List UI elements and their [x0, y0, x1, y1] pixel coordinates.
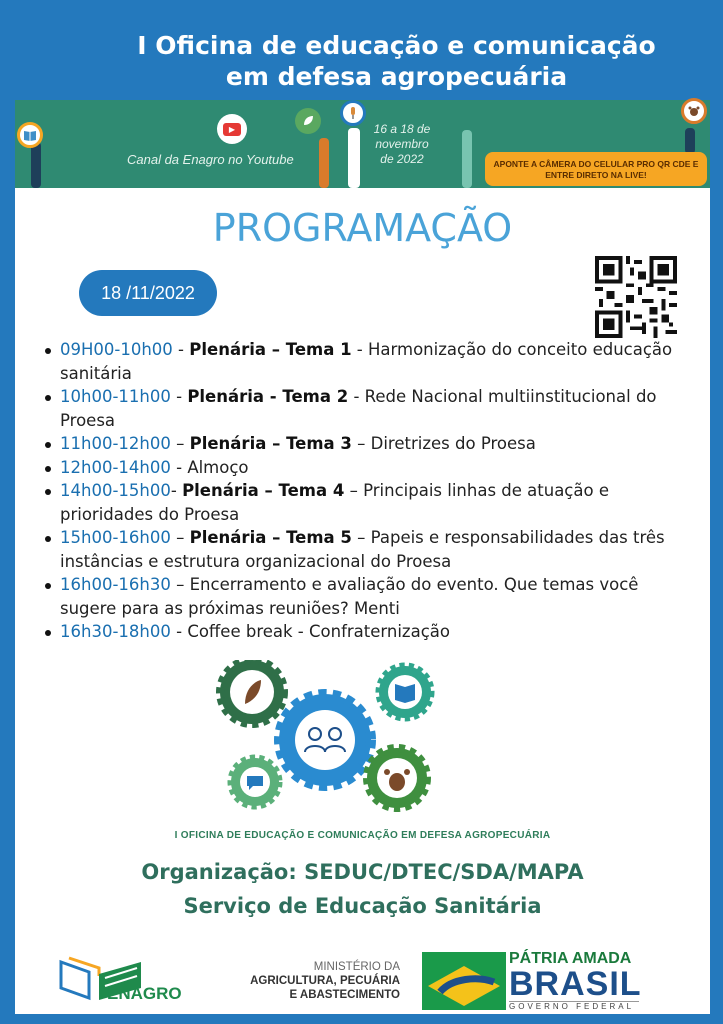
cow-icon	[681, 98, 707, 124]
schedule-time: 14h00-15h00	[60, 481, 171, 500]
qr-call-to-action: APONTE A CÂMERA DO CELULAR PRO QR CDE E ENTRE DIRETO NA LIVE!	[485, 152, 707, 186]
schedule-item	[43, 526, 693, 573]
schedule-separator: -	[170, 457, 188, 477]
microphone-icon	[340, 100, 366, 126]
schedule-time: 15h00-16h00	[60, 528, 171, 547]
event-dates: 16 a 18 de novembro de 2022	[373, 122, 431, 166]
ministerio-line2: AGRICULTURA, PECUÁRIA	[250, 975, 400, 987]
schedule-item	[43, 456, 693, 480]
schedule-time: 10h00-11h00	[60, 387, 171, 406]
event-title-line1: I Oficina de educação e comunicação	[137, 31, 656, 60]
schedule-item	[43, 338, 693, 385]
ministerio-line3: E ABASTECIMENTO	[289, 989, 400, 1001]
book-icon	[17, 122, 43, 148]
schedule-item	[43, 573, 693, 620]
footer-logos	[15, 940, 710, 1014]
schedule-separator: –	[170, 528, 190, 547]
service-line: Serviço de Educação Sanitária	[183, 894, 542, 918]
event-title-line2: em defesa agropecuária	[225, 62, 568, 91]
hand-decoration	[31, 142, 41, 188]
leaf-icon	[295, 108, 321, 134]
schedule-description: – Principais linhas de atuação e prioridades do Proesa	[60, 481, 609, 524]
program-date: 18 /11/2022	[79, 270, 217, 316]
program-title: PROGRAMAÇÃO	[212, 206, 513, 250]
event-logo-caption: I OFICINA DE EDUCAÇÃO E COMUNICAÇÃO EM DEFESA AGROPECUÁRIA	[174, 830, 551, 841]
schedule-description: Coffee break - Confraternização	[187, 622, 450, 641]
schedule-separator: -	[170, 481, 183, 500]
schedule-item	[43, 385, 693, 432]
schedule-description: – Diretrizes do Proesa	[351, 434, 536, 453]
schedule-description: - Harmonização do conceito educação sanitária	[60, 340, 673, 383]
organization-line: Organização: SEDUC/DTEC/SDA/MAPA	[141, 860, 584, 884]
book-gear	[379, 666, 431, 718]
youtube-channel-text[interactable]: Canal da Enagro no Youtube	[127, 152, 294, 167]
schedule-separator: –	[170, 575, 190, 594]
play-icon: ▶	[223, 123, 241, 136]
event-title	[0, 30, 723, 92]
schedule-session: Plenária – Tema 5	[189, 528, 352, 547]
schedule-separator: -	[170, 387, 188, 406]
schedule-time: 09H00-10h00	[60, 340, 173, 359]
schedule-session: Plenária - Tema 2	[187, 387, 349, 406]
patria-line2: BRASIL	[509, 965, 642, 1003]
schedule-time: 16h30-18h00	[60, 622, 171, 641]
ministerio-logo	[215, 960, 400, 1002]
ministerio-line1: MINISTÉRIO DA	[313, 961, 400, 973]
schedule-list	[43, 338, 693, 644]
leaf-gear	[220, 660, 284, 724]
schedule-session: Plenária – Tema 3	[189, 434, 352, 453]
hand-decoration	[685, 128, 695, 154]
schedule-time: 12h00-14h00	[60, 457, 171, 477]
patria-amada-logo	[509, 950, 642, 1011]
event-logo-gears	[215, 660, 445, 820]
schedule-item	[43, 620, 693, 644]
hand-decoration	[462, 130, 472, 188]
program-card	[15, 100, 710, 1014]
schedule-description: – Papeis e responsabilidades das três instâncias e estrutura organizacional do Proesa	[60, 528, 665, 571]
banner	[15, 100, 710, 188]
schedule-time: 16h00-16h30	[60, 575, 171, 594]
schedule-description: Encerramento e avaliação do evento. Que temas você sugere para as próximas reuniões? Menti	[60, 575, 639, 618]
patria-line1: PÁTRIA AMADA	[509, 950, 632, 967]
schedule-session: Plenária – Tema 4	[182, 481, 345, 500]
chat-gear	[231, 758, 279, 806]
hand-decoration	[319, 138, 329, 188]
schedule-item	[43, 479, 693, 526]
qr-code[interactable]	[595, 256, 677, 338]
schedule-item	[43, 432, 693, 456]
schedule-session: Plenária – Tema 1	[189, 340, 352, 359]
enagro-name: ENAGRO	[107, 984, 182, 1003]
brazil-flag-icon	[422, 952, 506, 1010]
hand-decoration	[348, 128, 360, 188]
schedule-separator: -	[172, 340, 190, 359]
schedule-separator: -	[170, 622, 188, 641]
people-gear	[279, 694, 371, 786]
cow-gear	[367, 748, 427, 808]
schedule-description: Almoço	[187, 457, 249, 477]
schedule-time: 11h00-12h00	[60, 434, 171, 453]
schedule-separator: –	[170, 434, 190, 453]
schedule-description: - Rede Nacional multiinstitucional do Proesa	[60, 387, 657, 430]
youtube-icon[interactable]	[217, 114, 247, 144]
patria-line3: GOVERNO FEDERAL	[509, 1001, 639, 1011]
